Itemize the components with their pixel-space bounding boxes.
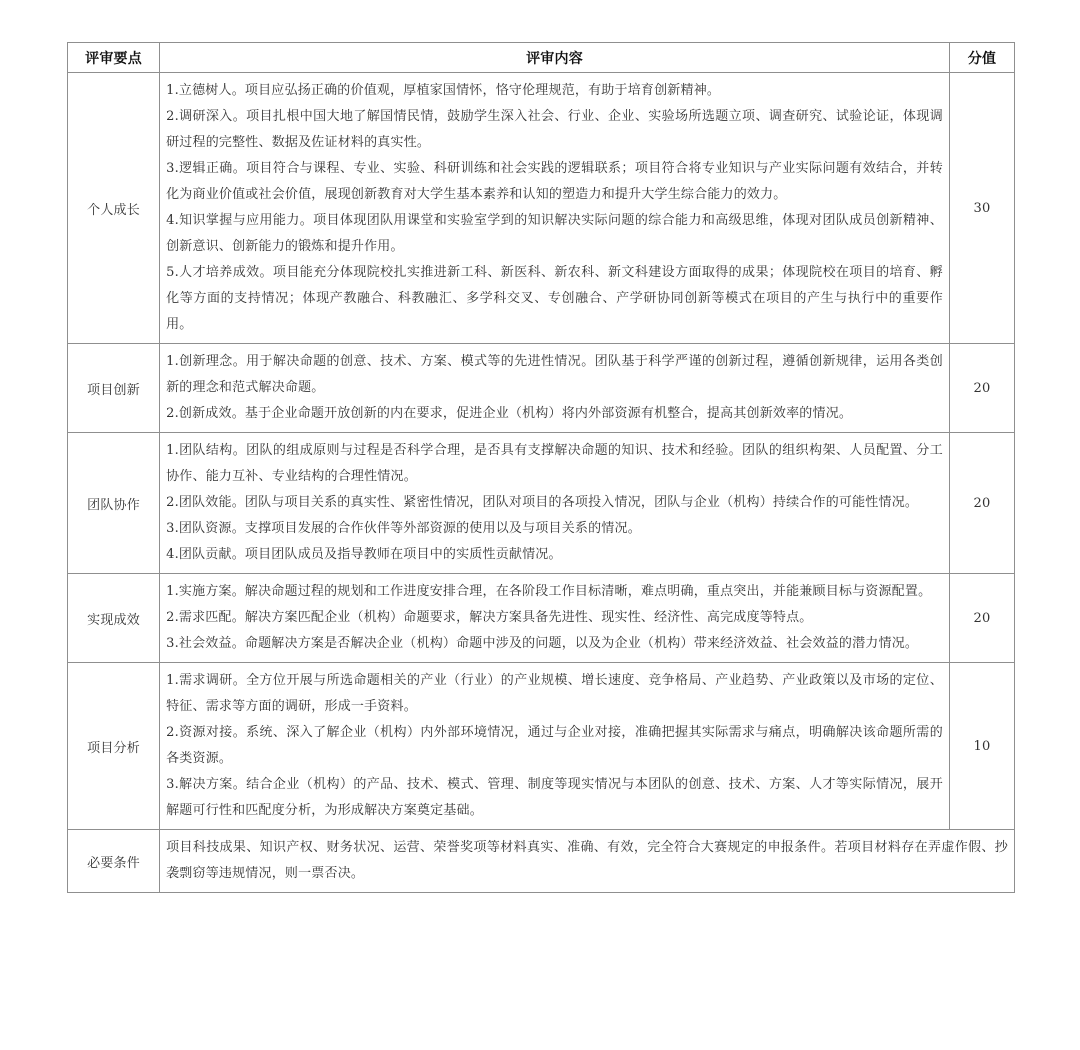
row-key: 个人成长	[68, 73, 160, 344]
criterion-item: 3.社会效益。命题解决方案是否解决企业（机构）命题中涉及的问题，以及为企业（机构）带来经济效益、社会效益的潜力情况。	[166, 636, 919, 651]
criterion-item: 1.团队结构。团队的组成原则与过程是否科学合理，是否具有支撑解决命题的知识、技术和经验。团队的组织构架、人员配置、分工协作、能力互补、专业结构的合理性情况。	[166, 443, 943, 484]
row-content	[160, 73, 950, 344]
criterion-item: 3.逻辑正确。项目符合与课程、专业、实验、科研训练和社会实践的逻辑联系；项目符合将专业知识与产业实际问题有效结合，并转化为商业价值或社会价值，展现创新教育对大学生基本素养和认知的塑造力和提升大学生综合能力的效力。	[166, 161, 943, 202]
criterion-item: 4.知识掌握与应用能力。项目体现团队用课堂和实验室学到的知识解决实际问题的综合能力和高级思维，体现对团队成员创新精神、创新意识、创新能力的锻炼和提升作用。	[166, 213, 943, 254]
criterion-item: 2.创新成效。基于企业命题开放创新的内在要求，促进企业（机构）将内外部资源有机整合，提高其创新效率的情况。	[166, 406, 853, 421]
criterion-item: 项目科技成果、知识产权、财务状况、运营、荣誉奖项等材料真实、准确、有效，完全符合大赛规定的申报条件。若项目材料存在弄虚作假、抄袭剽窃等违规情况，则一票否决。	[166, 840, 1008, 881]
table-row-required	[68, 830, 1015, 893]
row-key: 团队协作	[68, 433, 160, 574]
criterion-item: 1.实施方案。解决命题过程的规划和工作进度安排合理，在各阶段工作目标清晰，难点明确，重点突出，并能兼顾目标与资源配置。	[166, 584, 932, 599]
table-row	[68, 73, 1015, 344]
row-content	[160, 663, 950, 830]
table-row	[68, 574, 1015, 663]
row-content	[160, 344, 950, 433]
criterion-item: 3.团队资源。支撑项目发展的合作伙伴等外部资源的使用以及与项目关系的情况。	[166, 521, 641, 536]
row-key: 必要条件	[68, 830, 160, 893]
row-content	[160, 433, 950, 574]
header-content: 评审内容	[160, 43, 950, 73]
table-row	[68, 344, 1015, 433]
criterion-item: 3.解决方案。结合企业（机构）的产品、技术、模式、管理、制度等现实情况与本团队的创意、技术、方案、人才等实际情况，展开解题可行性和匹配度分析，为形成解决方案奠定基础。	[166, 777, 943, 818]
table-header-row	[68, 43, 1015, 73]
row-key: 项目分析	[68, 663, 160, 830]
row-score: 30	[949, 73, 1014, 344]
criterion-item: 4.团队贡献。项目团队成员及指导教师在项目中的实质性贡献情况。	[166, 547, 562, 562]
row-score: 20	[949, 344, 1014, 433]
row-score: 20	[949, 433, 1014, 574]
row-score: 10	[949, 663, 1014, 830]
criterion-item: 2.资源对接。系统、深入了解企业（机构）内外部环境情况，通过与企业对接，准确把握其实际需求与痛点，明确解决该命题所需的各类资源。	[166, 725, 943, 766]
table-row	[68, 433, 1015, 574]
criterion-item: 1.创新理念。用于解决命题的创意、技术、方案、模式等的先进性情况。团队基于科学严谨的创新过程，遵循创新规律，运用各类创新的理念和范式解决命题。	[166, 354, 943, 395]
header-score: 分值	[949, 43, 1014, 73]
evaluation-table	[67, 42, 1015, 893]
table-row	[68, 663, 1015, 830]
criterion-item: 1.立德树人。项目应弘扬正确的价值观，厚植家国情怀，恪守伦理规范，有助于培育创新精神。	[166, 83, 721, 98]
criterion-item: 2.调研深入。项目扎根中国大地了解国情民情，鼓励学生深入社会、行业、企业、实验场所选题立项、调查研究、试验论证，体现调研过程的完整性、数据及佐证材料的真实性。	[166, 109, 943, 150]
required-conditions-text	[160, 830, 1015, 893]
row-content	[160, 574, 950, 663]
row-score: 20	[949, 574, 1014, 663]
criterion-item: 1.需求调研。全方位开展与所选命题相关的产业（行业）的产业规模、增长速度、竞争格局、产业趋势、产业政策以及市场的定位、特征、需求等方面的调研，形成一手资料。	[166, 673, 943, 714]
criterion-item: 5.人才培养成效。项目能充分体现院校扎实推进新工科、新医科、新农科、新文科建设方面取得的成果；体现院校在项目的培育、孵化等方面的支持情况；体现产教融合、科教融汇、多学科交叉、专创融合、产学研协同创新等模式在项目的产生与执行中的重要作用。	[166, 265, 943, 332]
criterion-item: 2.团队效能。团队与项目关系的真实性、紧密性情况，团队对项目的各项投入情况，团队与企业（机构）持续合作的可能性情况。	[166, 495, 919, 510]
row-key: 项目创新	[68, 344, 160, 433]
header-key: 评审要点	[68, 43, 160, 73]
criterion-item: 2.需求匹配。解决方案匹配企业（机构）命题要求，解决方案具备先进性、现实性、经济性、高完成度等特点。	[166, 610, 813, 625]
row-key: 实现成效	[68, 574, 160, 663]
